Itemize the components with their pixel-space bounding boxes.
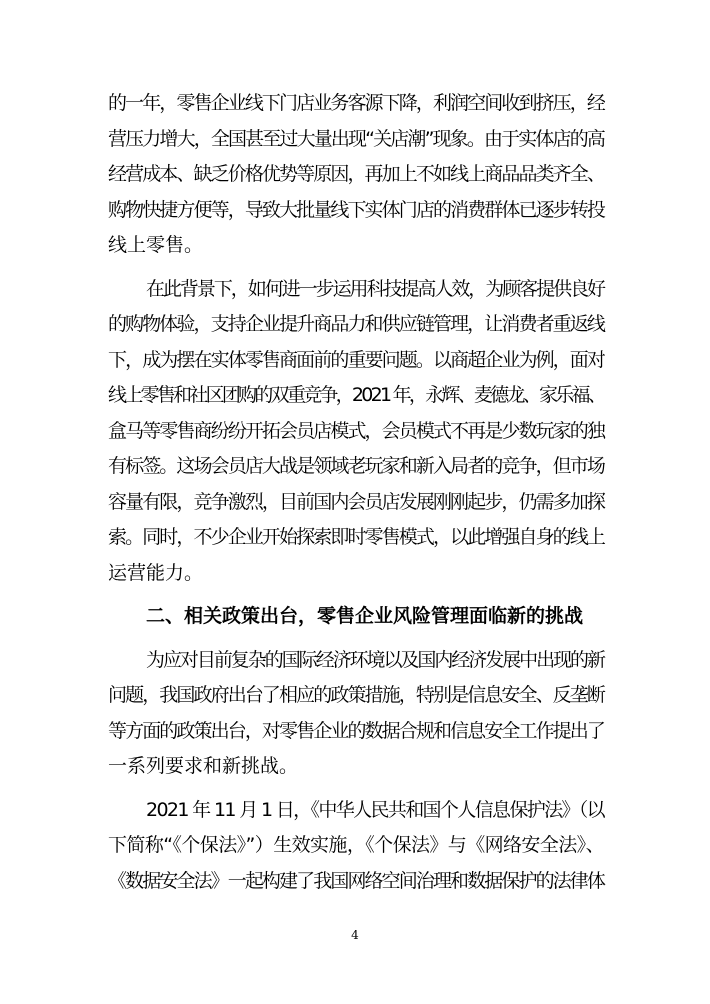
text-line: 运营能力。 bbox=[108, 561, 204, 584]
section-heading: 二、相关政策出台，零售企业风险管理面临新的挑战 bbox=[146, 605, 584, 627]
text-line: 下，成为摆在实体零售商面前的重要问题。以商超企业为例，面对 bbox=[108, 348, 604, 371]
text-line: 的一年，零售企业线下门店业务客源下降，利润空间收到挤压，经 bbox=[108, 92, 604, 114]
text-line: 购物快捷方便等，导致大批量线下实体门店的消费群体已逐步转投 bbox=[108, 198, 604, 221]
text-line: 问题，我国政府出台了相应的政策措施，特别是信息安全、反垄断 bbox=[108, 684, 604, 706]
text-line: 线上零售。 bbox=[108, 234, 204, 256]
text-line: 营压力增大，全国甚至过大量出现“关店潮”现象。由于实体店的高 bbox=[108, 127, 604, 150]
text-line: 在此背景下，如何进一步运用科技提高人效，为顾客提供良好 bbox=[146, 277, 604, 300]
text-line: 2021 年 11 月 1 日，《中华人民共和国个人信息保护法》（以 bbox=[146, 798, 604, 821]
text-line: 的购物体验，支持企业提升商品力和供应链管理，让消费者重返线 bbox=[108, 313, 604, 335]
text-line: 等方面的政策出台，对零售企业的数据合规和信息安全工作提出了 bbox=[108, 719, 604, 742]
page-number: 4 bbox=[351, 928, 359, 942]
paragraph-2 bbox=[108, 272, 604, 592]
paragraph-1 bbox=[108, 86, 604, 264]
text-line: 索。同时，不少企业开始探索即时零售模式，以此增强自身的线上 bbox=[108, 526, 604, 548]
text-line: 经营成本、缺乏价格优势等原因，再加上不如线上商品品类齐全、 bbox=[108, 163, 604, 185]
text-line: 有标签。这场会员店大战是领域老玩家和新入局者的竞争，但市场 bbox=[108, 455, 604, 477]
text-line: 容量有限，竞争激烈，目前国内会员店发展刚刚起步，仍需多加探 bbox=[108, 490, 604, 513]
paragraph-4 bbox=[108, 793, 604, 900]
text-line: 线上零售和社区团购的双重竞争，2021 年，永辉、麦德龙、家乐福、 bbox=[108, 384, 604, 406]
text-line: 一系列要求和新挑战。 bbox=[108, 755, 299, 777]
text-line: 下简称“《个保法》”）生效实施，《个保法》与《网络安全法》、 bbox=[108, 834, 604, 856]
text-line: 《数据安全法》一起构建了我国网络空间治理和数据保护的法律体 bbox=[108, 869, 604, 892]
text-line: 为应对目前复杂的国际经济环境以及国内经济发展中出现的新 bbox=[146, 648, 604, 671]
text-line: 盒马等零售商纷纷开拓会员店模式，会员模式不再是少数玩家的独 bbox=[108, 419, 604, 442]
document-body bbox=[108, 86, 604, 899]
paragraph-3 bbox=[108, 643, 604, 785]
